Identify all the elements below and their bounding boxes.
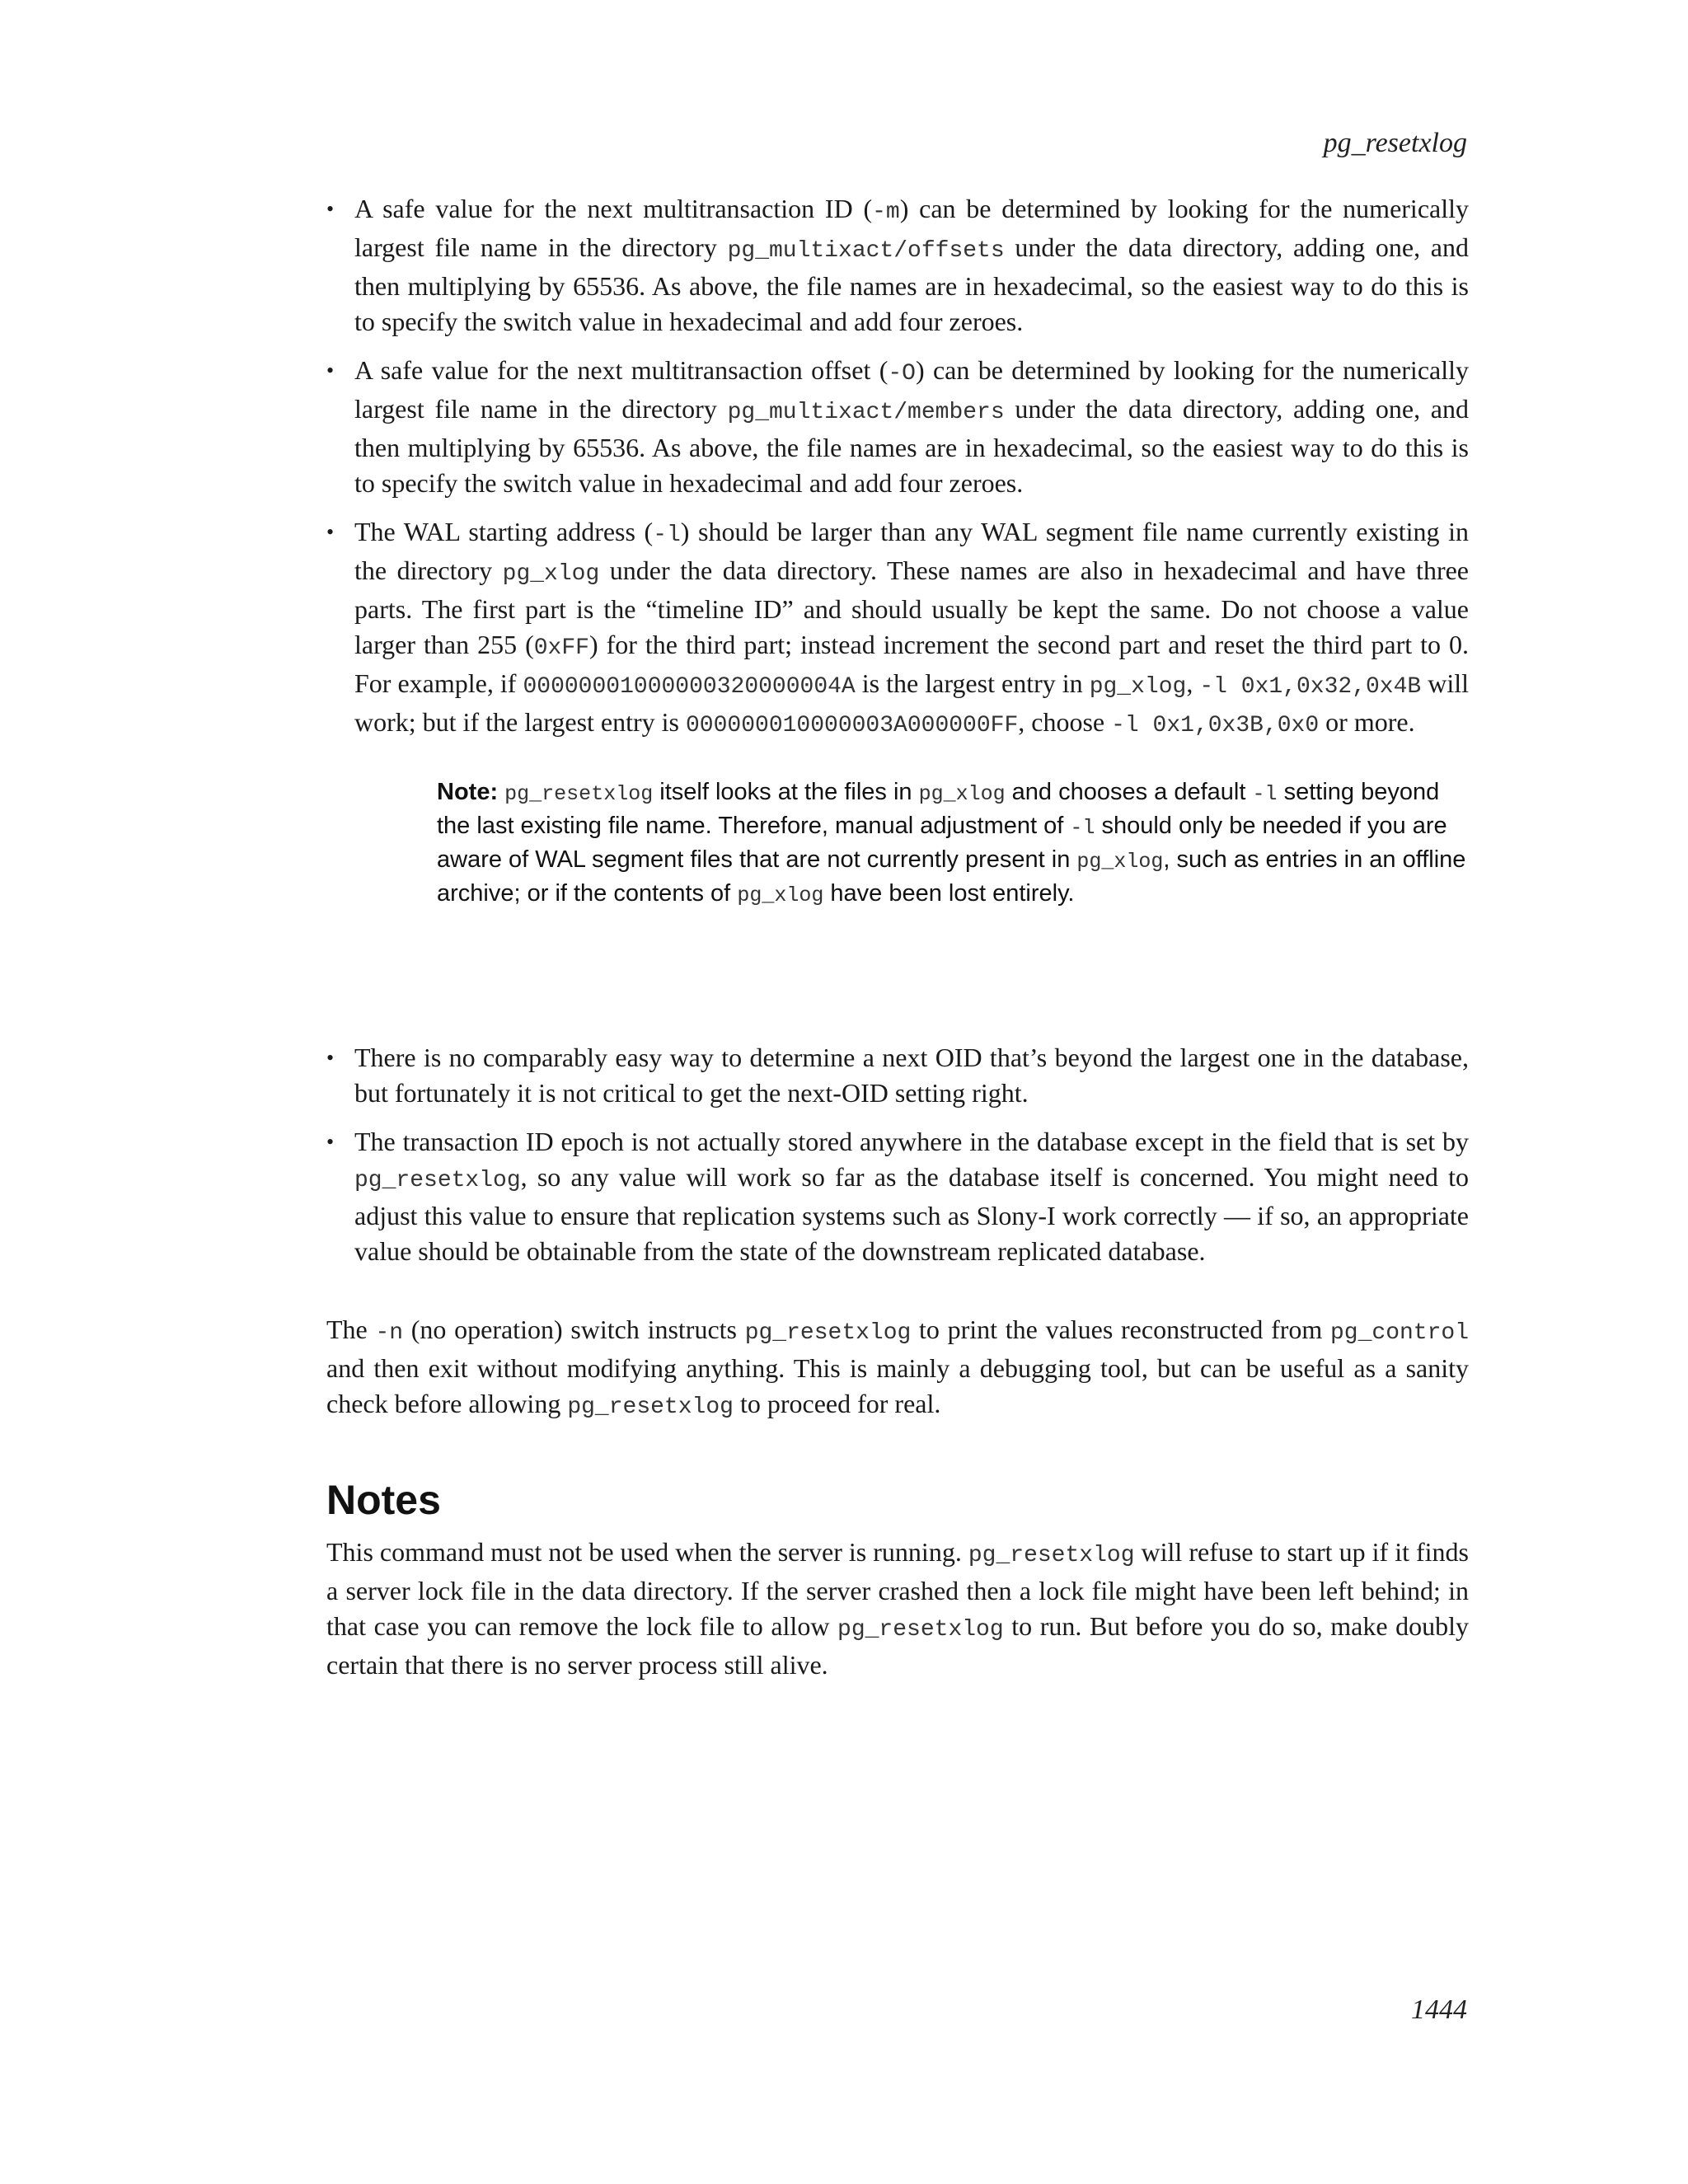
list-item-wal-address: • The WAL starting address (-l) should be larger than any WAL segment file name currently existing in the directory pg_xlog under the data directory. These names are also in hexadecimal and have three parts. The first part is the “timeline ID” and should usually be kept the same. Do not choose a value larger than 255 (0xFF) for the third part; instead increment the second part and reset the third part to 0. For example, if 00000001000000320000004A is the largest entry in pg_xlog, -l 0x1,0x32,0x4B will work; but if the largest entry is 000000010000003A000000FF, choose -l 0x1,0x3B,0x0 or more. Note: pg_resetxlog itself looks at the files in pg_xlog and chooses a default -l setting beyond the last existing file name. Therefore, manual adjustment of -l should only be needed if you are aware of WAL segment files that are not currently present in pg_xlog, such as entries in an offline archive; or if the contents of pg_xlog have been lost entirely. (326, 514, 1469, 1027)
code-inline: -l 0x1,0x32,0x4B (1199, 674, 1422, 700)
bullet-icon: • (326, 1130, 335, 1154)
code-inline: 0xFF (533, 635, 589, 661)
bullet-list-top (326, 191, 1469, 1269)
list-item-next-oid: • There is no comparably easy way to determine a next OID that’s beyond the largest one in the database, but fortunately it is not critical to get the next-OID setting right. (326, 1040, 1469, 1111)
section-heading-notes: Notes (326, 1477, 441, 1523)
note-callout: Note: pg_resetxlog itself looks at the files in pg_xlog and chooses a default -l setting beyond the last existing file name. Therefore, manual adjustment of -l should only be needed if you are aware of WAL segment files that are not currently present in pg_xlog, such as entries in an offline archive; or if the contents of pg_xlog have been lost entirely. (437, 779, 1466, 907)
code-inline: pg_resetxlog (504, 782, 654, 806)
code-inline: -l (653, 523, 681, 548)
page-number: 1444 (1411, 1994, 1467, 2025)
bullet-icon: • (326, 197, 335, 221)
list-item-multixact-id: • A safe value for the next multitransaction ID (-m) can be determined by looking for the numerically largest file name in the directory pg_multixact/offsets under the data directory, adding one, and then multiplying by 65536. As above, the file names are in hexadecimal, so the easiest way to do this is to specify the switch value in hexadecimal and add four zeroes. (326, 191, 1469, 340)
code-inline: pg_resetxlog (354, 1168, 521, 1193)
bullet-icon: • (326, 359, 335, 382)
code-inline: pg_multixact/members (727, 400, 1005, 425)
code-inline: pg_resetxlog (567, 1394, 734, 1420)
running-header: pg_resetxlog (1323, 128, 1467, 158)
code-inline: -l (1252, 782, 1278, 806)
bullet-icon: • (326, 520, 335, 544)
page-content (326, 191, 1469, 1683)
bullet-icon: • (326, 1046, 335, 1070)
note-label: Note: (437, 779, 499, 805)
paragraph-notes: This command must not be used when the server is running. pg_resetxlog will refuse to start up if it finds a server lock file in the data directory. If the server crashed then a lock file might have been left behind; in that case you can remove the lock file to allow pg_resetxlog to run. But before you do so, make doubly certain that there is no server process still alive. (326, 1537, 1470, 1680)
code-inline: pg_resetxlog (837, 1617, 1004, 1643)
code-inline: 00000001000000320000004A (523, 674, 856, 700)
code-inline: pg_xlog (1089, 674, 1187, 700)
list-item-multixact-offset: • A safe value for the next multitransaction offset (-O) can be determined by looking for the numerically largest file name in the directory pg_multixact/members under the data directory, adding one, and then multiplying by 65536. As above, the file names are in hexadecimal, so the easiest way to do this is to specify the switch value in hexadecimal and add four zeroes. (326, 353, 1469, 501)
paragraph-noop-switch: The -n (no operation) switch instructs pg_resetxlog to print the values reconstructed from pg_control and then exit without modifying anything. This is mainly a debugging tool, but can be useful as a sanity check before allowing pg_resetxlog to proceed for real. (326, 1315, 1470, 1420)
code-inline: pg_resetxlog (744, 1320, 912, 1346)
code-inline: pg_xlog (1076, 850, 1164, 874)
code-inline: pg_resetxlog (968, 1543, 1135, 1568)
list-item-xid-epoch: • The transaction ID epoch is not actually stored anywhere in the database except in the field that is set by pg_resetxlog, so any value will work so far as the database itself is concerned. You might need to adjust this value to ensure that replication systems such as Slony-I work correctly — if so, an appropriate value should be obtainable from the state of the downstream replicated database. (326, 1124, 1469, 1269)
code-inline: pg_xlog (918, 782, 1006, 806)
code-inline: pg_xlog (502, 561, 600, 587)
code-inline: -l (1070, 816, 1095, 840)
code-inline: -l 0x1,0x3B,0x0 (1111, 713, 1320, 738)
code-inline: -n (375, 1320, 404, 1346)
code-inline: pg_xlog (737, 883, 824, 907)
code-inline: pg_control (1329, 1320, 1470, 1346)
code-inline: -m (872, 199, 900, 225)
code-inline: 000000010000003A000000FF (686, 713, 1019, 738)
spacer (354, 912, 1469, 1027)
code-inline: pg_multixact/offsets (727, 238, 1005, 264)
code-inline: -O (888, 361, 916, 387)
